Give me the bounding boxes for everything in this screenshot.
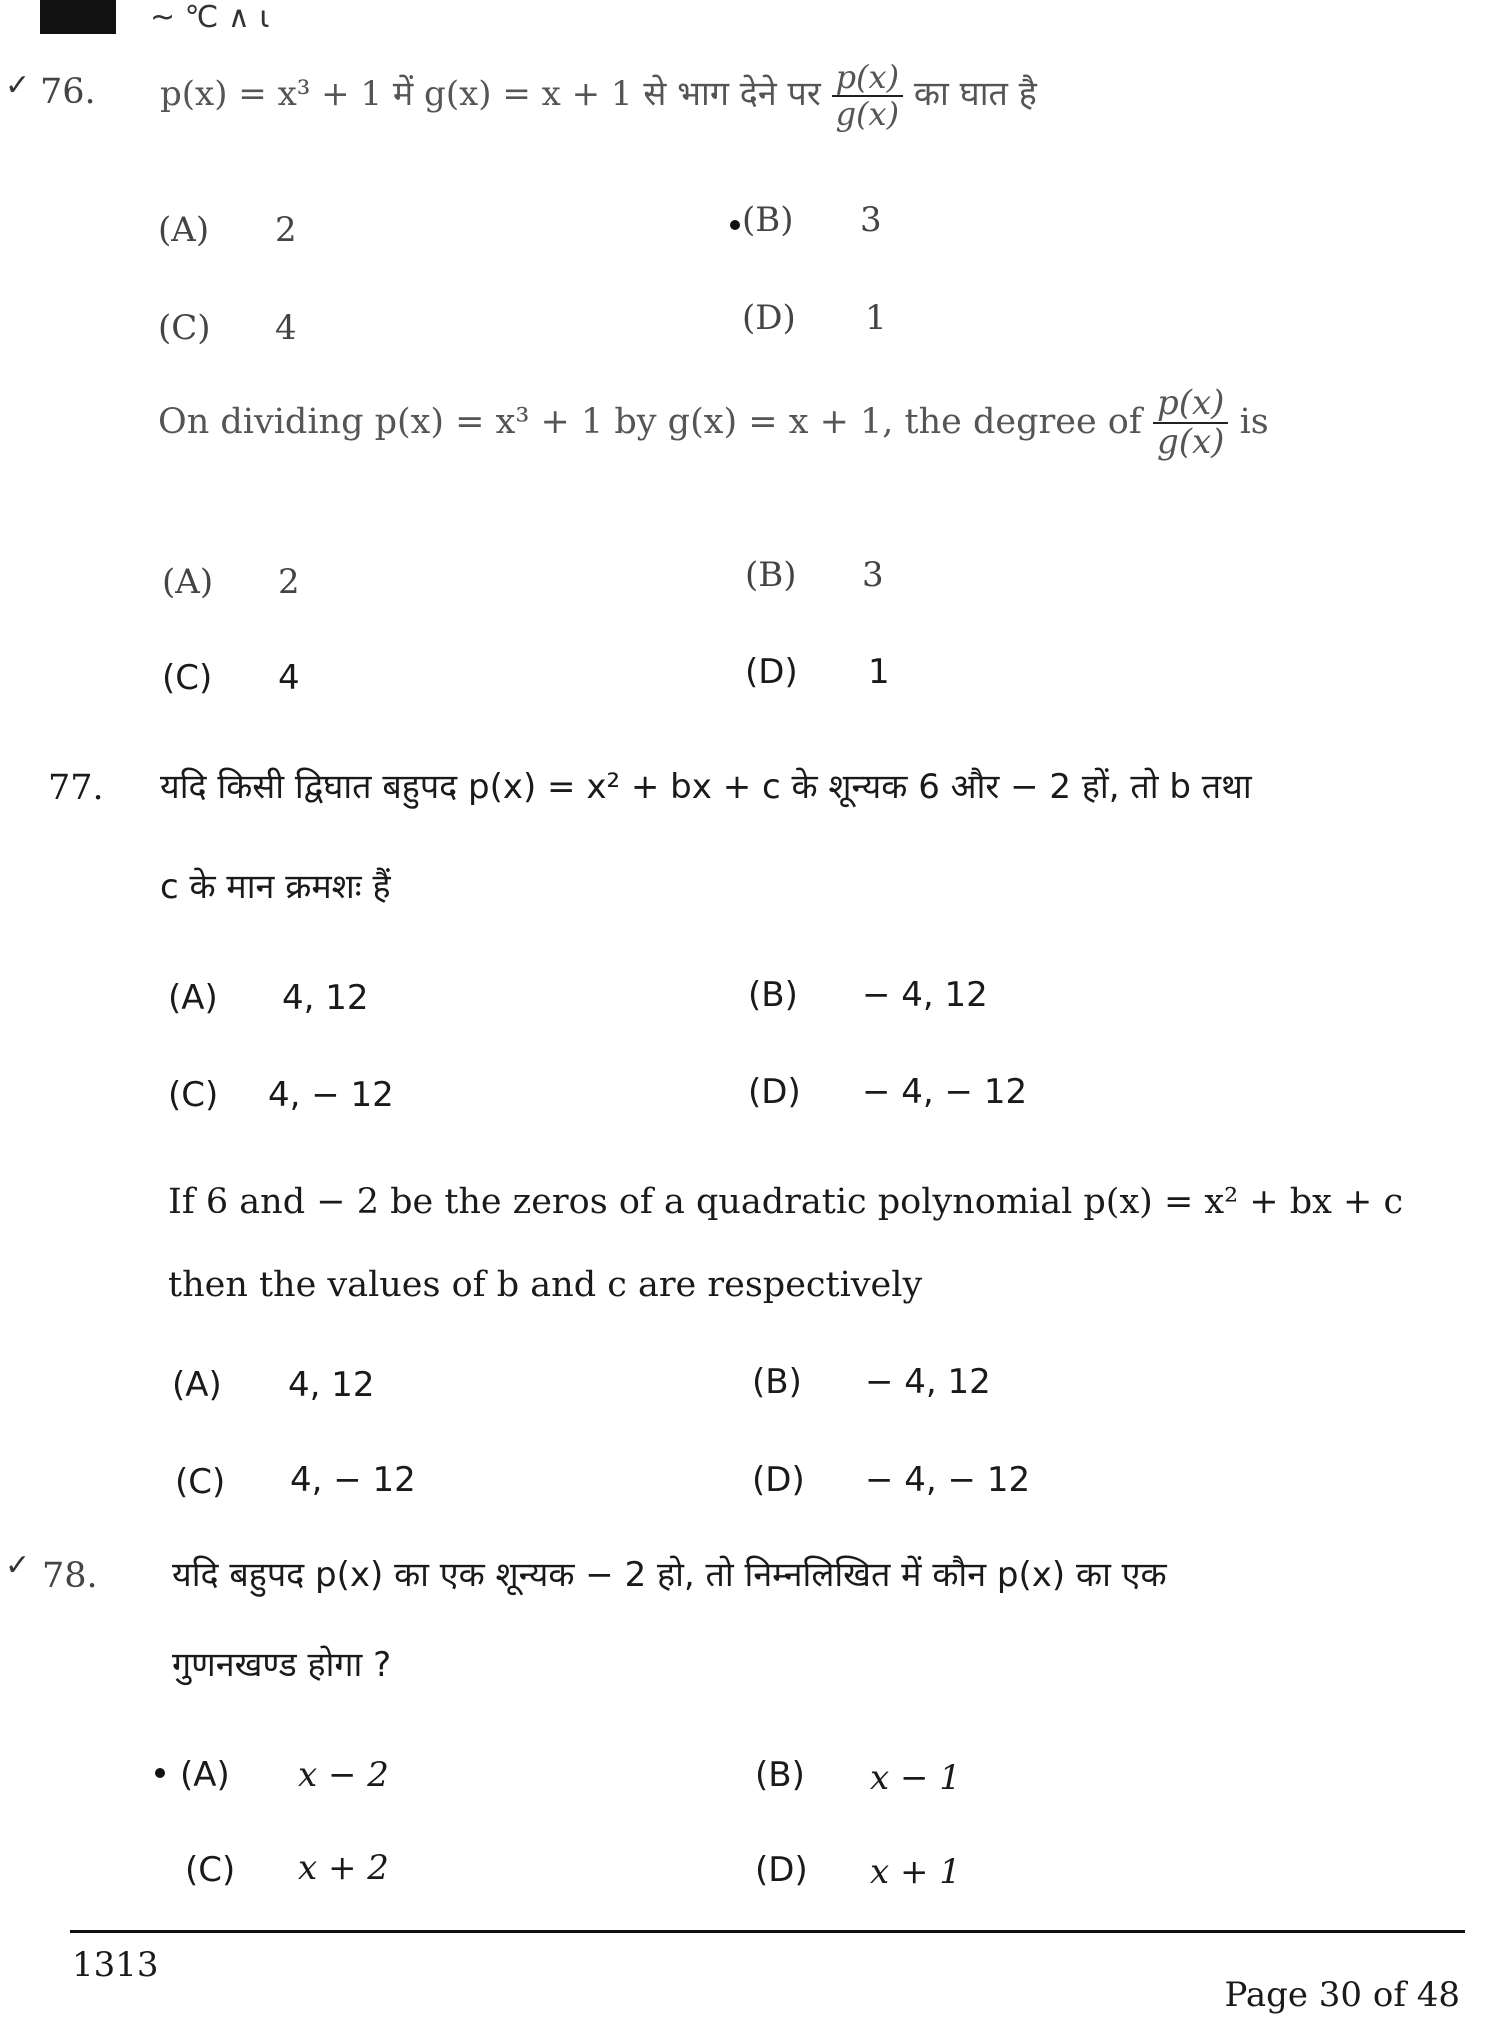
q77-hindi-option-d-label: (D) <box>748 1072 801 1112</box>
q77-english-option-c-label: (C) <box>175 1462 226 1502</box>
q76-english-option-b-label: (B) <box>745 555 797 595</box>
q77-hindi-option-d-value: − 4, − 12 <box>862 1072 1028 1112</box>
q77-english-option-a-value: 4, 12 <box>288 1365 375 1405</box>
check-mark-icon: ✓ <box>5 1548 31 1583</box>
question-number-76: 76. <box>40 72 96 112</box>
q76-english-option-c-label: (C) <box>162 658 213 698</box>
answer-mark-dot <box>730 220 740 230</box>
q76-english-option-d-value: 1 <box>868 652 890 692</box>
page-number: Page 30 of 48 <box>1224 1975 1460 2015</box>
q76-english-option-b-value: 3 <box>862 555 884 595</box>
q78-option-c-label: (C) <box>185 1850 236 1890</box>
q77-english-option-b-label: (B) <box>752 1362 802 1402</box>
q76-english-option-a-value: 2 <box>278 562 300 602</box>
q77-hindi-option-b-value: − 4, 12 <box>862 975 988 1015</box>
q77-english-stem-line2: then the values of b and c are respectively <box>168 1265 923 1305</box>
q76-hindi-option-b-value: 3 <box>860 200 882 240</box>
q78-option-c-value: x + 2 <box>298 1848 389 1888</box>
q77-hindi-stem-line1: यदि किसी द्विघात बहुपद p(x) = x² + bx + c के शून्यक 6 और − 2 हों, तो b तथा <box>160 767 1252 807</box>
handwritten-scribble: ~ ℃ ∧ ι <box>150 0 270 35</box>
booklet-code: 1313 <box>72 1945 159 1985</box>
check-mark-icon: ✓ <box>5 68 31 103</box>
q78-option-a-label: (A) <box>180 1755 230 1795</box>
q76-hindi-option-c-value: 4 <box>275 308 297 348</box>
q76-hindi-option-a-label: (A) <box>158 210 210 250</box>
question-number-77: 77. <box>48 768 104 808</box>
answer-mark-dot <box>155 1768 165 1778</box>
q76-hindi-stem: p(x) = x³ + 1 में g(x) = x + 1 से भाग देने पर $\frac{p(x)}{g(x)}$ का घात है <box>160 58 1037 134</box>
q76-hindi-option-d-value: 1 <box>865 298 887 338</box>
q77-hindi-option-a-value: 4, 12 <box>282 978 369 1018</box>
q77-english-option-d-value: − 4, − 12 <box>865 1460 1031 1500</box>
q76-english-option-d-label: (D) <box>745 652 798 692</box>
q78-hindi-stem-line1: यदि बहुपद p(x) का एक शून्यक − 2 हो, तो निम्नलिखित में कौन p(x) का एक <box>172 1555 1167 1595</box>
q78-hindi-stem-line2: गुणनखण्ड होगा ? <box>172 1645 392 1685</box>
q76-hindi-option-b-label: (B) <box>742 200 794 240</box>
q78-option-b-label: (B) <box>755 1755 805 1795</box>
q77-english-option-c-value: 4, − 12 <box>290 1460 416 1500</box>
q77-english-option-b-value: − 4, 12 <box>865 1362 991 1402</box>
question-number-78: 78. <box>42 1556 98 1596</box>
q78-option-a-value: x − 2 <box>298 1755 389 1795</box>
q77-hindi-stem-line2: c के मान क्रमशः हैं <box>160 867 391 907</box>
q77-english-stem-line1: If 6 and − 2 be the zeros of a quadratic polynomial p(x) = x² + bx + c <box>168 1182 1404 1222</box>
corner-block-mark <box>40 0 116 34</box>
q76-english-option-c-value: 4 <box>278 658 300 698</box>
q77-hindi-option-c-value: 4, − 12 <box>268 1075 394 1115</box>
q76-hindi-option-a-value: 2 <box>275 210 297 250</box>
q77-english-option-a-label: (A) <box>172 1365 222 1405</box>
footer-divider <box>70 1930 1465 1933</box>
q76-english-stem: On dividing p(x) = x³ + 1 by g(x) = x + 1, the degree of $\frac{p(x)}{g(x)}$ is <box>158 383 1269 463</box>
q76-hindi-option-d-label: (D) <box>742 298 796 338</box>
q76-hindi-option-c-label: (C) <box>158 308 211 348</box>
q77-hindi-option-c-label: (C) <box>168 1075 219 1115</box>
q78-option-b-value: x − 1 <box>870 1758 961 1798</box>
q77-english-option-d-label: (D) <box>752 1460 805 1500</box>
q77-hindi-option-a-label: (A) <box>168 978 218 1018</box>
q78-option-d-value: x + 1 <box>870 1852 961 1892</box>
q78-option-d-label: (D) <box>755 1850 808 1890</box>
q76-english-option-a-label: (A) <box>162 562 214 602</box>
q77-hindi-option-b-label: (B) <box>748 975 798 1015</box>
